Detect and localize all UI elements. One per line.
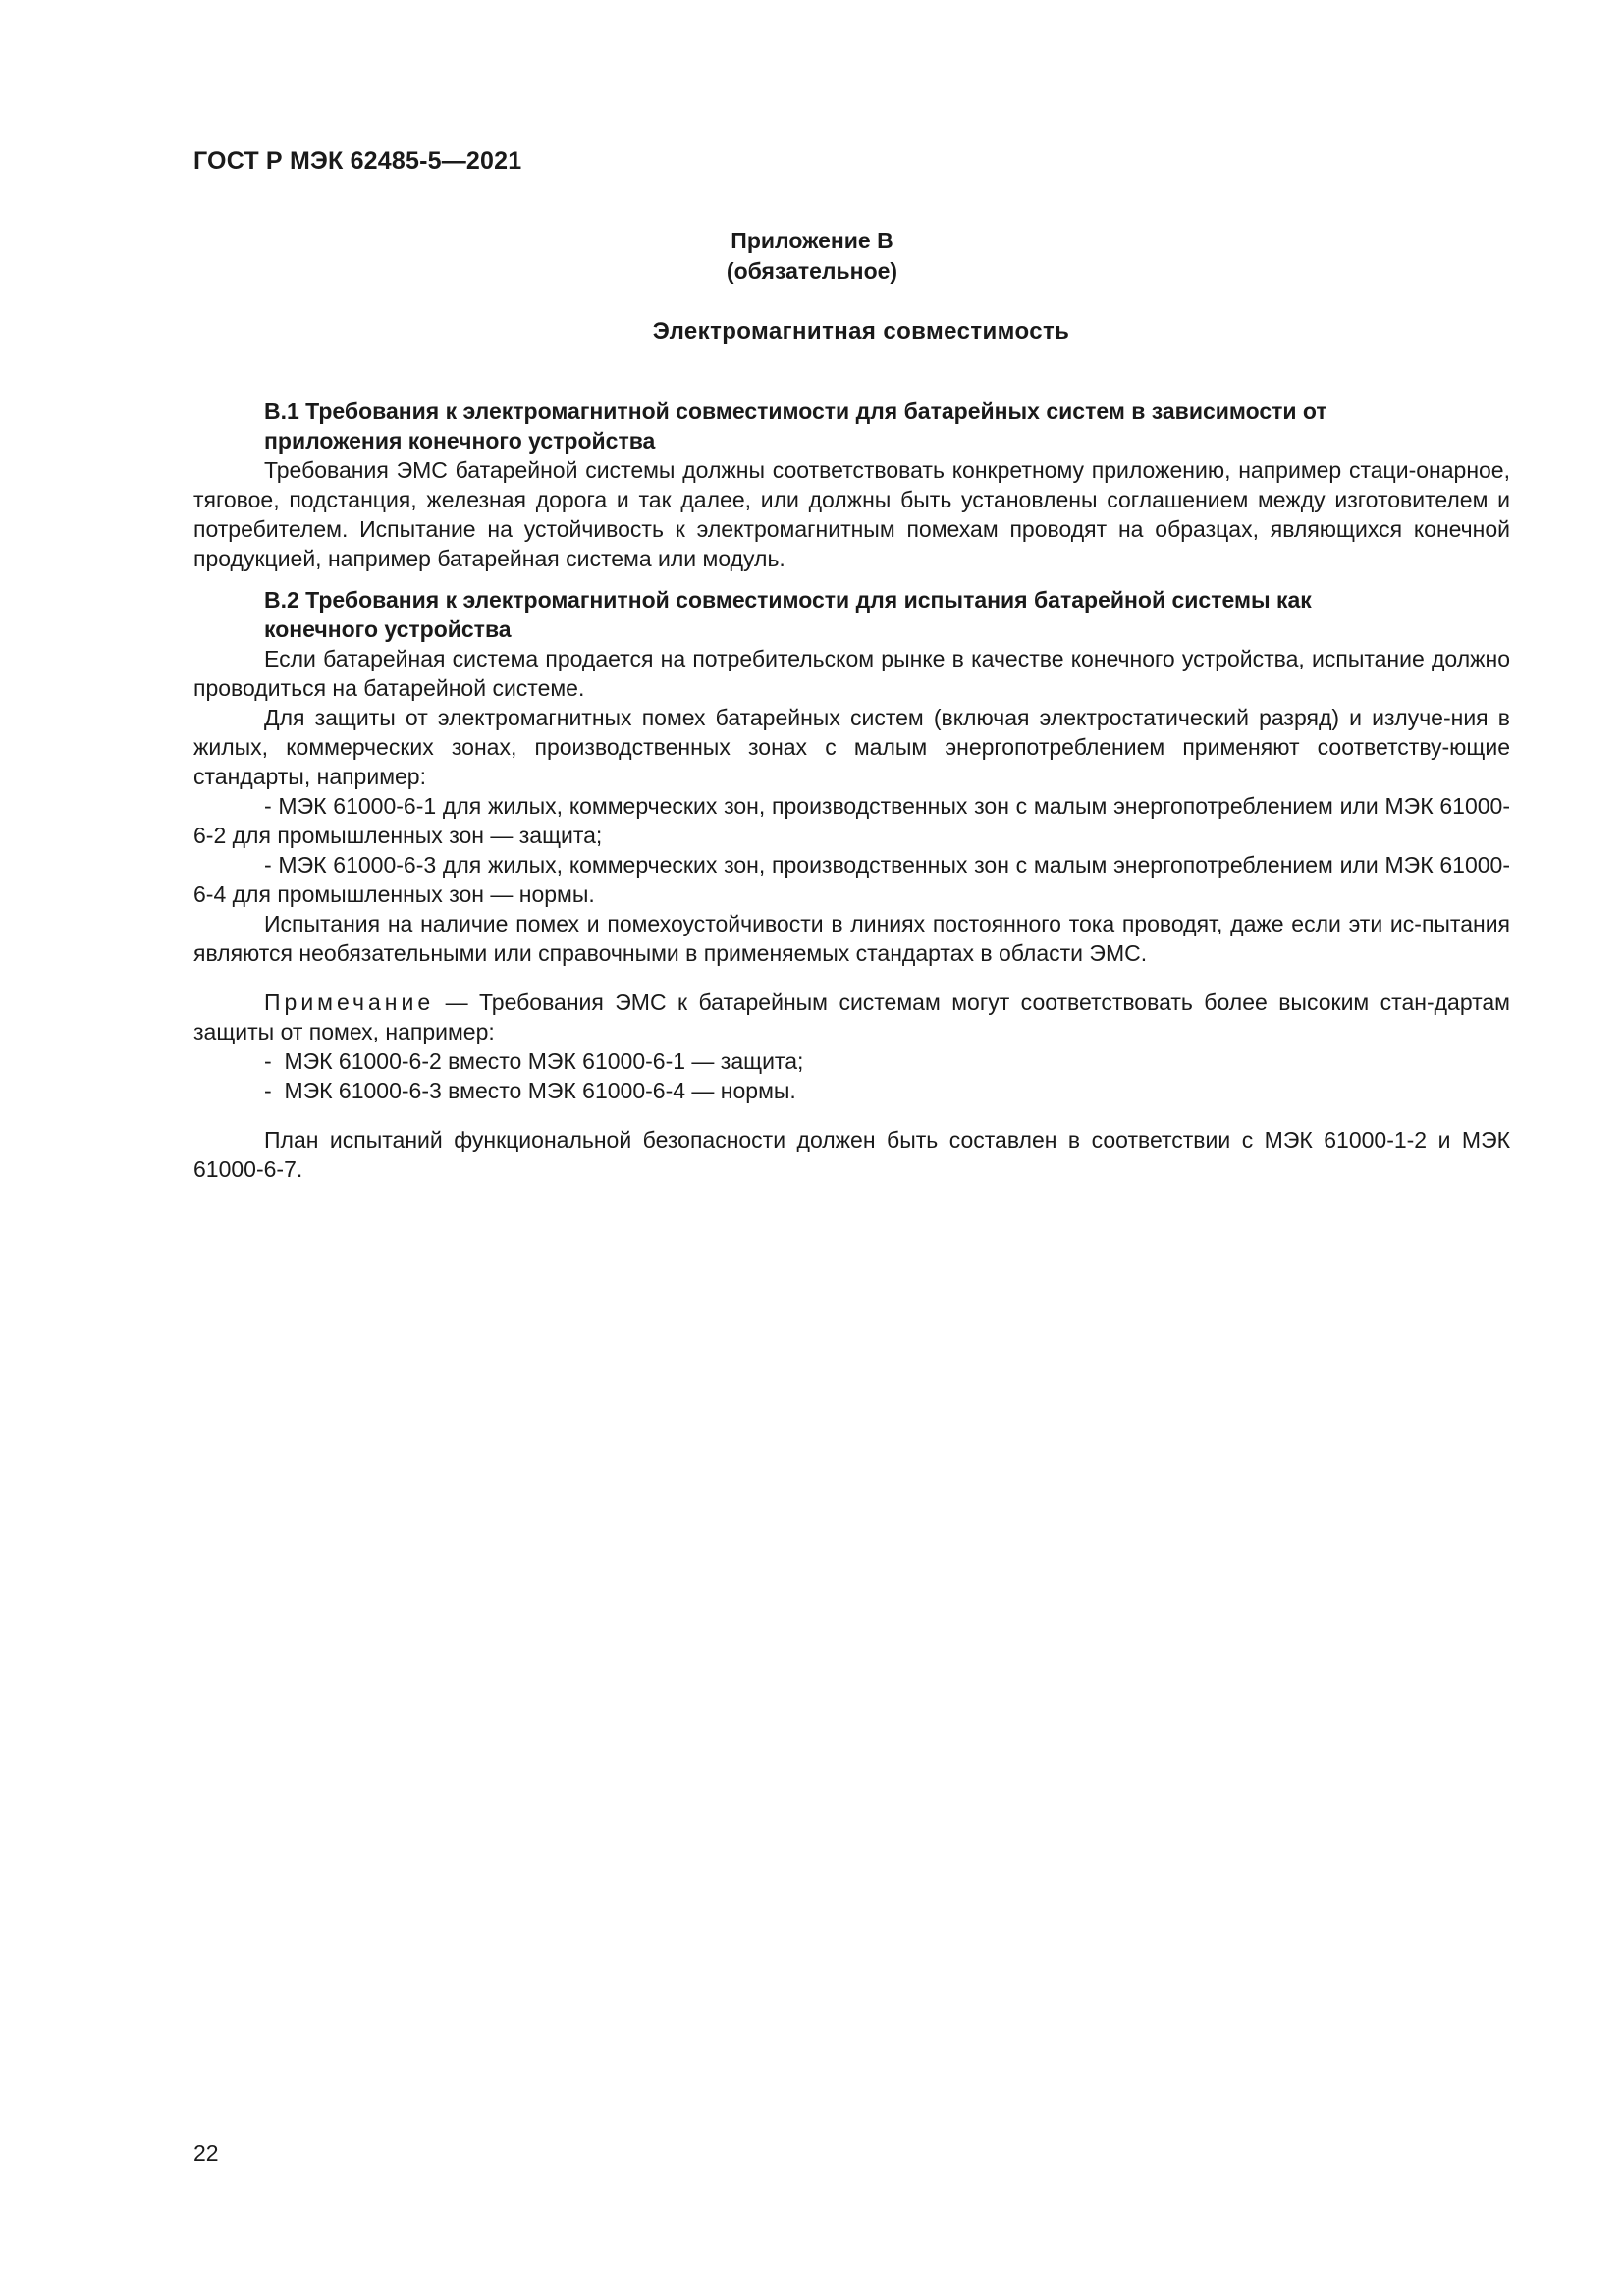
closing-paragraph: План испытаний функциональной безопасности должен быть составлен в соответствии с МЭК 61000-1-2 и МЭК 61000-6-7. [193, 1127, 1510, 1182]
note-text: — Требования ЭМС к батарейным системам могут соответствовать более высоким стан-дартам защиты от помех, например: [193, 989, 1510, 1044]
note-paragraph [193, 988, 1510, 1046]
section-heading-line: В.1 Требования к электромагнитной совместимости для батарейных систем в зависимости от [264, 399, 1327, 424]
note-item: - МЭК 61000-6-3 вместо МЭК 61000-6-4 — нормы. [264, 1078, 796, 1103]
note-item: - МЭК 61000-6-2 вместо МЭК 61000-6-1 — защита; [264, 1048, 804, 1074]
note-block [193, 988, 1510, 1105]
paragraph: Испытания на наличие помех и помехоустойчивости в линиях постоянного тока проводят, даже если эти ис-пытания являются необязательными или справочными в применяемых стандартах в области ЭМС. [193, 911, 1510, 966]
paragraph: Для защиты от электромагнитных помех батарейных систем (включая электростатический разряд) и излуче-ния в жилых, коммерческих зонах, производственных зонах с малым энергопотреблением применяют соответству-ющие стандарты, например: [193, 705, 1510, 789]
section-heading-line: конечного устройства [264, 616, 512, 642]
paragraph: Требования ЭМС батарейной системы должны соответствовать конкретному приложению, например стаци-онарное, тяговое, подстанция, железная дорога и так далее, или должны быть установлены соглашением между изготовителем и потребителем. Испытание на устойчивость к электромагнитным помехам проводят на образцах, являющихся конечной продукцией, например батарейная система или модуль. [193, 457, 1510, 571]
annex-heading: Электромагнитная совместимость [652, 318, 1070, 345]
section-b2 [193, 585, 1510, 968]
annex-status: (обязательное) [726, 258, 898, 284]
note-label: Примечание [264, 989, 435, 1015]
document-body [193, 397, 1510, 1184]
list-item: - МЭК 61000-6-3 для жилых, коммерческих зон, производственных зон с малым энергопотреблением или МЭК 61000-6-4 для промышленных зон — нормы. [193, 852, 1510, 907]
paragraph: Если батарейная система продается на потребительском рынке в качестве конечного устройства, испытание должно проводиться на батарейной системе. [193, 646, 1510, 701]
standard-id-header: ГОСТ Р МЭК 62485-5—2021 [193, 147, 522, 175]
section-heading-line: приложения конечного устройства [264, 428, 656, 454]
annex-title: Приложение В [731, 228, 893, 253]
section-b1 [193, 397, 1510, 573]
section-heading-line: В.2 Требования к электромагнитной совместимости для испытания батарейной системы как [264, 587, 1312, 613]
list-item: - МЭК 61000-6-1 для жилых, коммерческих зон, производственных зон с малым энергопотреблением или МЭК 61000-6-2 для промышленных зон — защита; [193, 793, 1510, 848]
page-number: 22 [193, 2140, 219, 2165]
